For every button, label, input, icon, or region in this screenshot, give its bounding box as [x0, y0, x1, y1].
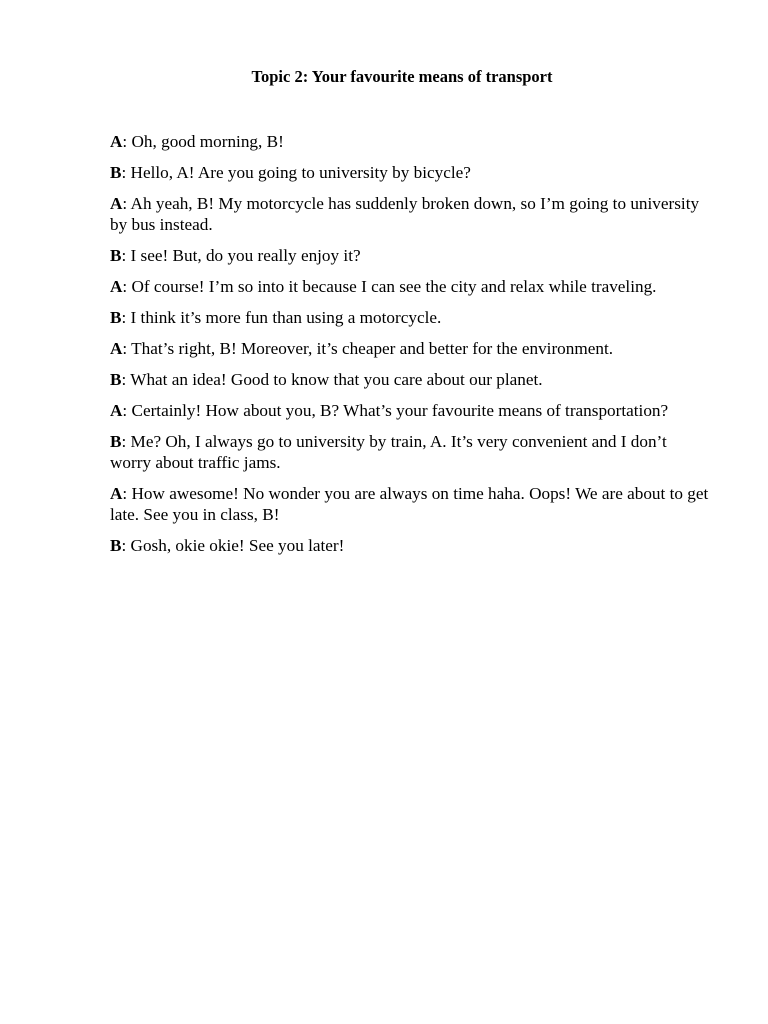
dialogue-line [110, 400, 710, 421]
line-text: : I think it’s more fun than using a motorcycle. [121, 308, 442, 327]
speaker-label: A [110, 401, 123, 420]
dialogue-line [110, 131, 710, 152]
line-text: : How awesome! No wonder you are always on time haha. Oops! We are about to get late. See you in class, B! [110, 484, 709, 524]
line-text: : Of course! I’m so into it because I can see the city and relax while traveling. [122, 277, 657, 296]
dialogue [110, 131, 710, 566]
line-text: : Me? Oh, I always go to university by train, A. It’s very convenient and I don’t worry about traffic jams. [110, 432, 667, 472]
speaker-label: B [110, 536, 122, 555]
dialogue-line [110, 162, 710, 183]
line-text: : Hello, A! Are you going to university by bicycle? [121, 163, 471, 182]
dialogue-line [110, 276, 710, 297]
line-text: : That’s right, B! Moreover, it’s cheaper and better for the environment. [122, 339, 614, 358]
line-text: : Gosh, okie okie! See you later! [121, 536, 345, 555]
speaker-label: A [110, 194, 123, 213]
dialogue-line [110, 535, 710, 556]
speaker-label: B [110, 308, 122, 327]
line-text: : Oh, good morning, B! [122, 132, 284, 151]
speaker-label: B [110, 432, 122, 451]
speaker-label: B [110, 246, 122, 265]
dialogue-line [110, 431, 710, 473]
dialogue-line [110, 369, 710, 390]
speaker-label: B [110, 163, 122, 182]
dialogue-line [110, 483, 710, 525]
dialogue-line [110, 193, 710, 235]
speaker-label: A [110, 132, 123, 151]
line-text: : What an idea! Good to know that you care about our planet. [121, 370, 543, 389]
line-text: : Ah yeah, B! My motorcycle has suddenly broken down, so I’m going to university by bus instead. [110, 194, 700, 234]
speaker-label: A [110, 339, 123, 358]
document-title: Topic 2: Your favourite means of transport [251, 67, 553, 86]
line-text: : Certainly! How about you, B? What’s your favourite means of transportation? [122, 401, 669, 420]
speaker-label: B [110, 370, 122, 389]
dialogue-line [110, 245, 710, 266]
speaker-label: A [110, 484, 123, 503]
speaker-label: A [110, 277, 123, 296]
dialogue-line [110, 307, 710, 328]
dialogue-line [110, 338, 710, 359]
line-text: : I see! But, do you really enjoy it? [121, 246, 361, 265]
